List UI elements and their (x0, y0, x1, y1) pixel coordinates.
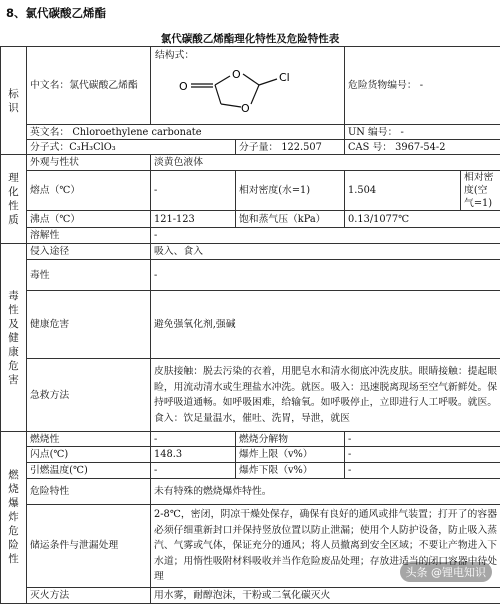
hazard-no-cell (345, 47, 500, 125)
cas-cell (345, 140, 500, 155)
flammability-value: - (151, 432, 236, 447)
lower-label: 爆炸下限（v%） (236, 463, 345, 479)
bp-label: 沸点（℃） (27, 211, 151, 228)
cn-name-value: 氯代碳酸乙烯酯 (69, 80, 138, 91)
un-no-cell (345, 125, 500, 140)
solubility-value: - (151, 228, 500, 244)
rel-density-water-label: 相对密度(水=1) (236, 171, 345, 211)
flash-label: 闪点(℃) (27, 447, 151, 463)
flash-value: 148.3 (151, 447, 236, 463)
danger-label: 危险特性 (27, 479, 151, 505)
un-no-value: - (400, 126, 404, 138)
upper-label: 爆炸上限（v%） (236, 447, 345, 463)
solubility-label: 溶解性 (27, 228, 151, 244)
tox-value: - (151, 260, 500, 291)
decomp-value: - (345, 432, 500, 447)
upper-value: - (345, 447, 500, 463)
rel-density-water-value: 1.504 (345, 171, 461, 211)
extinguish-label: 灭火方法 (27, 587, 151, 603)
watermark: 头条 @锂电知识 (400, 562, 493, 582)
atom-cl: Cl (279, 71, 290, 84)
section-fire: 燃烧爆炸危险性 (1, 432, 27, 604)
un-no-label: UN 编号： (348, 126, 398, 138)
decomp-label: 燃烧分解物 (236, 432, 345, 447)
mp-value: - (151, 171, 236, 211)
atom-o-ring-bottom: O (241, 102, 250, 115)
section-header: 8、氯代碳酸乙烯酯 (6, 6, 107, 20)
mw-cell (236, 140, 345, 155)
rel-density-air-label: 相对密度(空气=1) (461, 171, 500, 211)
cn-name-label: 中文名： (30, 80, 70, 91)
formula-cell (27, 140, 236, 155)
cn-name-cell (27, 47, 151, 125)
atom-o-ring-top: O (232, 68, 241, 81)
route-label: 侵入途径 (27, 244, 151, 260)
tox-label: 毒性 (27, 260, 151, 291)
extinguish-value: 用水雾，耐醇泡沫，干粉或二氧化碳灭火 (151, 587, 500, 603)
ignition-label: 引燃温度(℃) (27, 463, 151, 479)
section-physchem: 理化性质 (1, 155, 27, 244)
structure-cell (151, 47, 345, 125)
en-name-cell (27, 125, 345, 140)
vp-label: 饱和蒸气压（kPa） (236, 211, 345, 228)
appearance-label: 外观与性状 (27, 155, 151, 171)
hazard-no-value: - (419, 80, 424, 91)
formula-label: 分子式： (30, 141, 70, 153)
formula-value: C₃H₃ClO₃ (69, 141, 116, 153)
route-value: 吸入、食入 (151, 244, 500, 260)
mp-label: 熔点（℃） (27, 171, 151, 211)
en-name-label: 英文名： (30, 126, 70, 138)
section-toxicity: 毒性及健康危害 (1, 244, 27, 432)
appearance-value: 淡黄色液体 (151, 155, 500, 171)
health-value: 避免强氧化剂,强碱 (151, 291, 500, 359)
firstaid-value: 皮肤接触：脱去污染的衣着，用肥皂水和清水彻底冲洗皮肤。眼睛接触：提起眼睑，用流动清水或生理盐水冲洗。就医。吸入：迅速脱离现场至空气新鲜处。保持呼吸道通畅。如呼吸困难，给输氧。如呼吸停止，立即进行人工呼吸。就医。食入：饮足量温水，催吐、洗胃，导泄，就医 (151, 359, 500, 432)
storage-label: 储运条件与泄漏处理 (27, 505, 151, 588)
health-label: 健康危害 (27, 291, 151, 359)
flammability-label: 燃烧性 (27, 432, 151, 447)
structure-diagram (155, 62, 340, 118)
firstaid-label: 急救方法 (27, 359, 151, 432)
atom-o-carbonyl: O (179, 80, 188, 93)
hazard-table (0, 46, 500, 604)
hazard-no-label: 危险货物编号： (348, 80, 417, 91)
structure-label: 结构式： (155, 50, 195, 61)
bp-value: 121-123 (151, 211, 236, 228)
storage-value: 2-8℃，密闭，阴凉干燥处保存，确保有良好的通风或排气装置；打开了的容器必须仔细重新封口并保持竖放位置以防止泄漏；使用个人防护设备，防止吸入蒸汽、气雾或气体，保证充分的通风；将人员撤离到安全区域；不要让产物进入下水道；用惰性吸附材料吸收并当作危险废品处理；存放进适当的闭口容器中待处理 (151, 505, 500, 588)
vp-value: 0.13/1077℃ (345, 211, 500, 228)
mw-value: 122.507 (281, 141, 322, 153)
cas-value: 3967-54-2 (395, 141, 446, 153)
en-name-value: Chloroethylene carbonate (72, 126, 202, 138)
danger-value: 未有特殊的燃烧爆炸特性。 (151, 479, 500, 505)
ignition-value: - (151, 463, 236, 479)
table-title: 氯代碳酸乙烯酯理化特性及危险特性表 (160, 33, 340, 45)
section-identity: 标识 (1, 47, 27, 155)
cas-label: CAS 号： (348, 141, 393, 153)
lower-value: - (345, 463, 500, 479)
mw-label: 分子量： (239, 141, 279, 153)
